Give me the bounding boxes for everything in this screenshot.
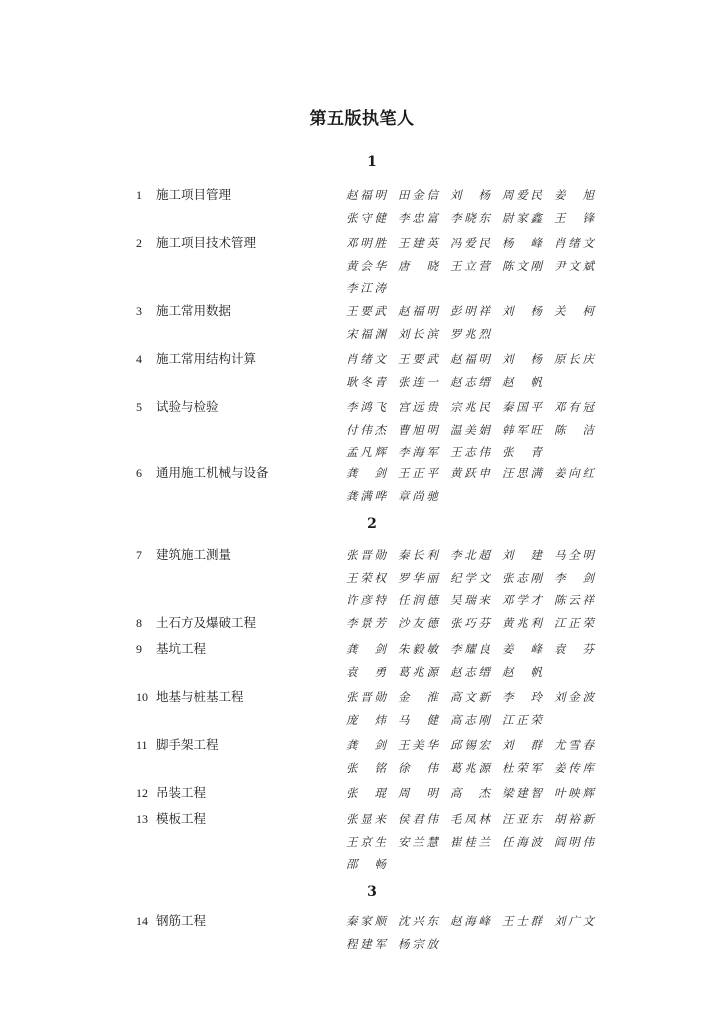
author-name: 袁 勇 xyxy=(346,664,386,679)
author-name: 杜荣军 xyxy=(502,760,542,775)
author-name: 姜 峰 xyxy=(502,642,542,656)
author-name: 徐 伟 xyxy=(398,760,438,775)
author-name: 邓有冠 xyxy=(554,400,594,414)
author-name: 李鸿飞 xyxy=(346,400,386,414)
entry-topic: 建筑施工测量 xyxy=(156,547,232,562)
entry-number: 2 xyxy=(136,236,142,250)
author-name: 金 淮 xyxy=(398,690,438,704)
entry-number: 13 xyxy=(136,812,148,826)
author-name: 姜向红 xyxy=(554,466,594,480)
author-name: 安兰慧 xyxy=(398,834,438,849)
author-name: 秦家顺 xyxy=(346,914,386,928)
entry-number: 5 xyxy=(136,400,142,414)
author-name: 黄会华 xyxy=(346,258,386,273)
author-name: 高志刚 xyxy=(450,712,490,727)
author-list xyxy=(346,782,606,805)
author-name: 胡裕新 xyxy=(554,812,594,826)
author-name: 李景芳 xyxy=(346,616,386,630)
entry-topic: 施工项目管理 xyxy=(156,187,232,202)
author-name: 马全明 xyxy=(554,548,594,562)
author-name: 龚 剑 xyxy=(346,466,386,480)
author-name: 肖绪文 xyxy=(346,352,386,366)
author-name: 刘广文 xyxy=(554,914,594,928)
author-name: 赵志缙 xyxy=(450,664,490,679)
author-name: 邓明胜 xyxy=(346,236,386,250)
author-name: 任海波 xyxy=(502,834,542,849)
author-name: 肖绪文 xyxy=(554,236,594,250)
entry-topic: 施工项目技术管理 xyxy=(156,235,257,250)
entry-number: 14 xyxy=(136,914,148,928)
author-name: 陈 洁 xyxy=(554,422,594,437)
author-name: 刘金波 xyxy=(554,690,594,704)
entry-topic: 吊装工程 xyxy=(156,785,207,800)
entry-number: 4 xyxy=(136,352,142,366)
author-name: 王要武 xyxy=(398,352,438,366)
volume-number: 3 xyxy=(367,884,377,900)
author-name: 梁建智 xyxy=(502,786,542,800)
author-name: 李海军 xyxy=(398,445,438,459)
author-list xyxy=(346,396,606,464)
author-name: 李江涛 xyxy=(346,281,386,295)
author-name: 尹文斌 xyxy=(554,258,594,273)
author-name: 王 锋 xyxy=(554,210,594,225)
author-list xyxy=(346,544,606,612)
author-name: 李 剑 xyxy=(554,570,594,585)
author-list xyxy=(346,232,606,300)
entry-topic: 地基与桩基工程 xyxy=(156,689,244,704)
entry-number: 6 xyxy=(136,466,142,480)
author-name: 李耀良 xyxy=(450,642,490,656)
author-name: 赵 帆 xyxy=(502,664,542,679)
author-name: 叶映辉 xyxy=(554,786,594,800)
entry-topic: 基坑工程 xyxy=(156,641,207,656)
author-list xyxy=(346,910,606,955)
author-name: 张连一 xyxy=(398,374,438,389)
author-name: 程建军 xyxy=(346,936,386,951)
author-name: 王荣权 xyxy=(346,570,386,585)
author-name: 杨 峰 xyxy=(502,236,542,250)
author-name: 邱锡宏 xyxy=(450,738,490,752)
author-name: 李 玲 xyxy=(502,690,542,704)
author-name: 赵 帆 xyxy=(502,374,542,389)
author-name: 王正平 xyxy=(398,466,438,480)
author-name: 高 杰 xyxy=(450,786,490,800)
author-name: 周 明 xyxy=(398,786,438,800)
author-name: 李北超 xyxy=(450,548,490,562)
entry-number: 11 xyxy=(136,738,148,752)
entry-number: 1 xyxy=(136,188,142,202)
author-name: 王美华 xyxy=(398,738,438,752)
author-name: 王建英 xyxy=(398,236,438,250)
author-name: 陈云祥 xyxy=(554,593,594,607)
author-name: 阎明伟 xyxy=(554,834,594,849)
author-list xyxy=(346,184,606,229)
volume-number: 1 xyxy=(367,154,377,170)
page-title: 第五版执笔人 xyxy=(309,109,415,129)
author-name: 关 柯 xyxy=(554,304,594,318)
author-name: 汪亚东 xyxy=(502,812,542,826)
author-name: 赵海峰 xyxy=(450,914,490,928)
author-name: 王志伟 xyxy=(450,445,490,459)
author-list xyxy=(346,462,606,507)
author-name: 温美娟 xyxy=(450,422,490,437)
author-name: 龚 剑 xyxy=(346,738,386,752)
author-name: 刘 杨 xyxy=(502,352,542,366)
author-name: 张 铭 xyxy=(346,760,386,775)
author-name: 刘长滨 xyxy=(398,326,438,341)
author-name: 黄跃申 xyxy=(450,466,490,480)
author-name: 赵福明 xyxy=(346,188,386,202)
author-list xyxy=(346,612,606,635)
author-list xyxy=(346,686,606,731)
author-name: 罗华丽 xyxy=(398,570,438,585)
entry-number: 3 xyxy=(136,304,142,318)
author-name: 张巧芬 xyxy=(450,616,490,630)
author-name: 崔桂兰 xyxy=(450,834,490,849)
author-name: 刘 群 xyxy=(502,738,542,752)
author-name: 邓学才 xyxy=(502,593,542,607)
entry-topic: 试验与检验 xyxy=(156,399,219,414)
author-list xyxy=(346,638,606,683)
author-name: 毛凤林 xyxy=(450,812,490,826)
author-name: 葛兆源 xyxy=(450,760,490,775)
entry-topic: 脚手架工程 xyxy=(156,737,219,752)
author-name: 刘 建 xyxy=(502,548,542,562)
author-name: 葛兆源 xyxy=(398,664,438,679)
author-name: 张守健 xyxy=(346,210,386,225)
author-name: 周爱民 xyxy=(502,188,542,202)
entry-number: 10 xyxy=(136,690,148,704)
author-name: 章尚驰 xyxy=(398,488,438,503)
author-name: 原长庆 xyxy=(554,352,594,366)
entry-topic: 钢筋工程 xyxy=(156,913,207,928)
author-name: 赵福明 xyxy=(450,352,490,366)
volume-number: 2 xyxy=(367,516,377,532)
author-name: 纪学文 xyxy=(450,570,490,585)
author-name: 沙友德 xyxy=(398,616,438,630)
author-name: 张晋勋 xyxy=(346,690,386,704)
author-name: 冯爱民 xyxy=(450,236,490,250)
author-name: 黄兆利 xyxy=(502,616,542,630)
author-name: 袁 芬 xyxy=(554,642,594,656)
author-name: 赵志缙 xyxy=(450,374,490,389)
author-name: 侯君伟 xyxy=(398,812,438,826)
author-name: 宋福渊 xyxy=(346,326,386,341)
author-name: 田金信 xyxy=(398,188,438,202)
author-name: 彭明祥 xyxy=(450,304,490,318)
author-name: 许彦特 xyxy=(346,593,386,607)
author-name: 秦长利 xyxy=(398,548,438,562)
author-name: 刘 杨 xyxy=(502,304,542,318)
author-name: 张显来 xyxy=(346,812,386,826)
author-name: 邵 畅 xyxy=(346,857,386,871)
author-name: 龚满哗 xyxy=(346,488,386,503)
author-name: 刘 杨 xyxy=(450,188,490,202)
author-name: 马 健 xyxy=(398,712,438,727)
entry-topic: 通用施工机械与设备 xyxy=(156,465,269,480)
author-name: 庞 炜 xyxy=(346,712,386,727)
author-name: 李忠富 xyxy=(398,210,438,225)
author-name: 张 琨 xyxy=(346,786,386,800)
entry-number: 8 xyxy=(136,616,142,630)
author-name: 付伟杰 xyxy=(346,422,386,437)
author-list xyxy=(346,348,606,393)
author-name: 陈文刚 xyxy=(502,258,542,273)
author-name: 秦国平 xyxy=(502,400,542,414)
author-list xyxy=(346,300,606,345)
author-name: 江正荣 xyxy=(554,616,594,630)
entry-number: 12 xyxy=(136,786,148,800)
author-name: 朱毅敏 xyxy=(398,642,438,656)
author-name: 唐 晓 xyxy=(398,258,438,273)
author-name: 高文新 xyxy=(450,690,490,704)
author-name: 耿冬青 xyxy=(346,374,386,389)
author-name: 王立营 xyxy=(450,258,490,273)
entry-number: 7 xyxy=(136,548,142,562)
author-name: 王京生 xyxy=(346,834,386,849)
author-name: 杨宗放 xyxy=(398,936,438,951)
author-name: 宫远贵 xyxy=(398,400,438,414)
author-name: 张志刚 xyxy=(502,570,542,585)
author-name: 沈兴东 xyxy=(398,914,438,928)
entry-number: 9 xyxy=(136,642,142,656)
author-name: 曹旭明 xyxy=(398,422,438,437)
author-name: 宗兆民 xyxy=(450,400,490,414)
author-list xyxy=(346,734,606,779)
entry-topic: 施工常用结构计算 xyxy=(156,351,257,366)
entry-topic: 模板工程 xyxy=(156,811,207,826)
entry-topic: 土石方及爆破工程 xyxy=(156,615,257,630)
author-name: 王要武 xyxy=(346,304,386,318)
author-name: 姜传库 xyxy=(554,760,594,775)
author-name: 张 青 xyxy=(502,445,542,459)
author-name: 李晓东 xyxy=(450,210,490,225)
author-name: 汪思满 xyxy=(502,466,542,480)
author-name: 王士群 xyxy=(502,914,542,928)
author-name: 姜 旭 xyxy=(554,188,594,202)
author-name: 尤雪春 xyxy=(554,738,594,752)
author-name: 孟凡辉 xyxy=(346,445,386,459)
author-name: 任润德 xyxy=(398,593,438,607)
author-name: 韩军旺 xyxy=(502,422,542,437)
author-name: 尉家鑫 xyxy=(502,210,542,225)
author-name: 罗兆烈 xyxy=(450,326,490,341)
author-list xyxy=(346,808,606,876)
author-name: 吴瑞来 xyxy=(450,593,490,607)
entry-topic: 施工常用数据 xyxy=(156,303,232,318)
author-name: 赵福明 xyxy=(398,304,438,318)
author-name: 江正荣 xyxy=(502,712,542,727)
author-name: 龚 剑 xyxy=(346,642,386,656)
author-name: 张晋勋 xyxy=(346,548,386,562)
